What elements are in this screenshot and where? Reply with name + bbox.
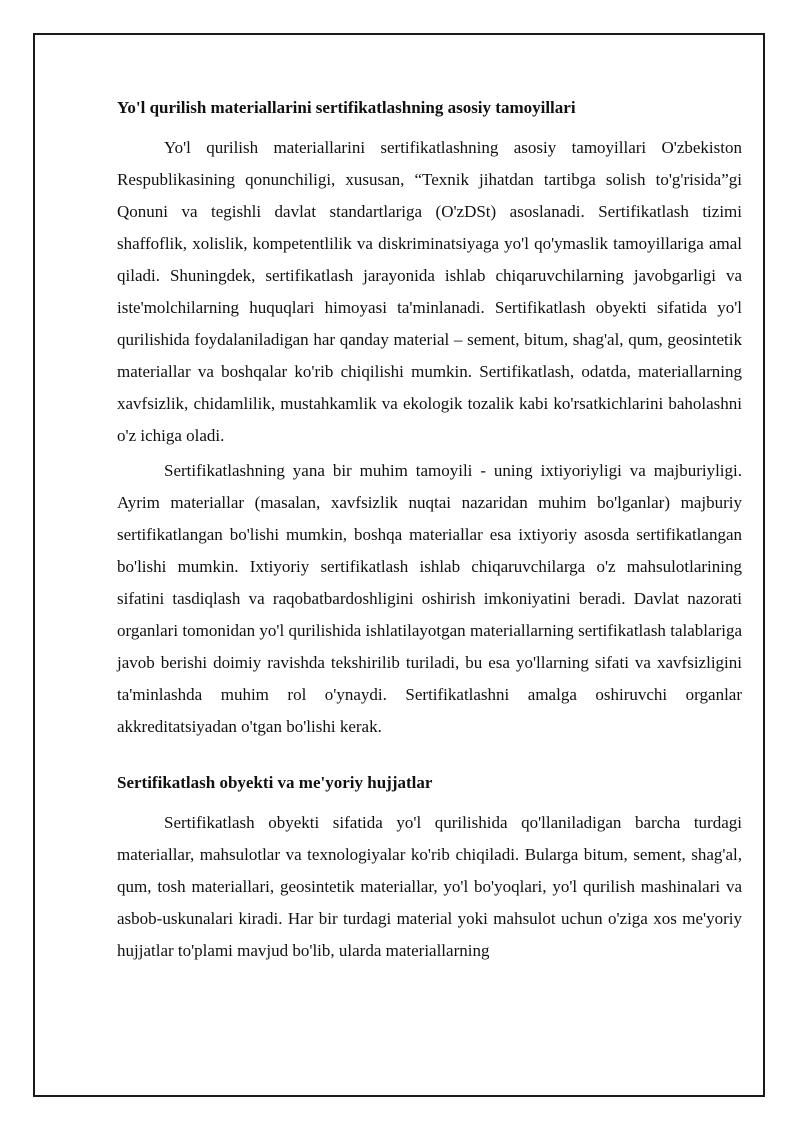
document-body bbox=[117, 96, 742, 970]
section-heading-object-and-documents: Sertifikatlash obyekti va me'yoriy hujjatlar bbox=[117, 773, 433, 792]
paragraph: Sertifikatlashning yana bir muhim tamoyili - uning ixtiyoriyligi va majburiyligi. Ayrim materiallar (masalan, xavfsizlik nuqtai nazaridan muhim bo'lganlar) majburiy sertifikatlangan bo'lishi mumkin, boshqa materiallar esa ixtiyoriy asosda sertifikatlangan bo'lishi mumkin. Ixtiyoriy sertifikatlash ishlab chiqaruvchilarga o'z mahsulotlarining sifatini tasdiqlash va raqobatbardoshligini oshirish imkoniyatini beradi. Davlat nazorati organlari tomonidan yo'l qurilishida ishlatilayotgan materiallarning sertifikatlash talablariga javob berishi doimiy ravishda tekshirilib turiladi, bu esa yo'llarning sifati va xavfsizligini ta'minlashda muhim rol o'ynaydi. Sertifikatlashni amalga oshiruvchi organlar akkreditatsiyadan o'tgan bo'lishi kerak. bbox=[117, 461, 742, 736]
paragraph: Yo'l qurilish materiallarini sertifikatlashning asosiy tamoyillari O'zbekiston Respublikasining qonunchiligi, xususan, “Texnik jihatdan tartibga solish to'g'risida”gi Qonuni va tegishli davlat standartlariga (O'zDSt) asoslanadi. Sertifikatlash tizimi shaffoflik, xolislik, kompetentlilik va diskriminatsiyaga yo'l qo'ymaslik tamoyillariga amal qiladi. Shuningdek, sertifikatlash jarayonida ishlab chiqaruvchilarning javobgarligi va iste'molchilarning huquqlari himoyasi ta'minlanadi. Sertifikatlash obyekti sifatida yo'l qurilishida foydalaniladigan har qanday material – sement, bitum, shag'al, qum, geosintetik materiallar va boshqalar ko'rib chiqilishi mumkin. Sertifikatlash, odatda, materiallarning xavfsizlik, chidamlilik, mustahkamlik va ekologik tozalik kabi ko'rsatkichlarini baholashni o'z ichiga oladi. bbox=[117, 138, 742, 445]
section-heading-principles: Yo'l qurilish materiallarini sertifikatlashning asosiy tamoyillari bbox=[117, 98, 576, 117]
paragraph: Sertifikatlash obyekti sifatida yo'l qurilishida qo'llaniladigan barcha turdagi materiallar, mahsulotlar va texnologiyalar ko'rib chiqiladi. Bularga bitum, sement, shag'al, qum, tosh materiallari, geosintetik materiallar, yo'l bo'yoqlari, yo'l qurilish mashinalari va asbob-uskunalari kiradi. Har bir turdagi material yoki mahsulot uchun o'ziga xos me'yoriy hujjatlar to'plami mavjud bo'lib, ularda materiallarning bbox=[117, 813, 742, 960]
